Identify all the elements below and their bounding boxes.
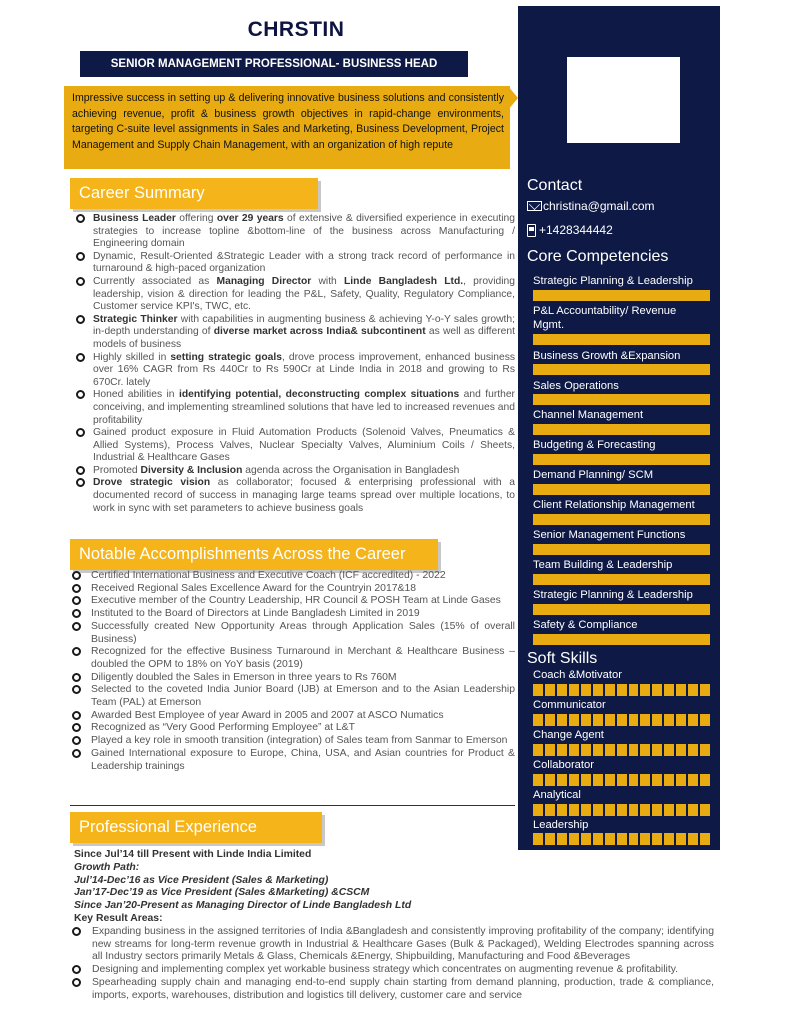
list-item: Spearheading supply chain and managing end-to-end supply chain starting from demand planning, production, trade & compliance, imports, exports, warehouses, distribution and logistics till delivery, customer care and service <box>70 977 714 1003</box>
bullet-icon <box>72 685 81 694</box>
skill-rating-bar <box>533 744 710 756</box>
list-item: Drove strategic vision as collaborator; focused & enterprising professional with a documented record of success in managing large teams spread over multiple locations, to work in sync with set parameters to achieve business goals <box>72 477 515 515</box>
list-item: Awarded Best Employee of year Award in 2005 and 2007 at ASCO Numatics <box>70 710 515 723</box>
growth-path-item: Since Jan’20-Present as Managing Director of Linde Bangladesh Ltd <box>74 900 412 912</box>
list-item: Received Regional Sales Excellence Award for the Countryin 2017&18 <box>70 583 515 596</box>
profile-summary: Impressive success in setting up & delivering innovative business solutions and consistently achieving revenue, profit & business growth objectives in rapid-change environments, targeting C-suite level assignments in Sales and Marketing, Business Development, Project Management and Supply Chain Management, with an organization of high repute <box>64 86 510 169</box>
competency-bar <box>533 634 710 645</box>
skill-rating-bar <box>533 833 710 845</box>
list-item: Certified International Business and Executive Coach (ICF accredited) - 2022 <box>70 570 515 583</box>
phone-icon <box>527 224 536 237</box>
list-item: Gained International exposure to Europe, China, USA, and Asian countries for Product & Leadership trainings <box>70 748 515 773</box>
kra-list <box>70 926 714 1003</box>
profile-photo <box>567 57 680 143</box>
skill-label: Change Agent <box>533 729 604 741</box>
phone-text: +1428344442 <box>539 223 613 237</box>
contact-email[interactable] <box>527 199 655 213</box>
bullet-icon <box>72 711 81 720</box>
competency-item: Client Relationship Management <box>533 499 695 511</box>
list-item: Executive member of the Country Leadership, HR Council & POSH Team at Linde Gases <box>70 595 515 608</box>
list-item: Instituted to the Board of Directors at Linde Bangladesh Limited in 2019 <box>70 608 515 621</box>
candidate-name: CHRSTIN <box>247 18 345 41</box>
bullet-icon <box>72 622 81 631</box>
competency-bar <box>533 364 710 375</box>
left-margin <box>0 0 62 1024</box>
bullet-icon <box>72 647 81 656</box>
competency-bar <box>533 424 710 435</box>
skill-label: Analytical <box>533 789 581 801</box>
competency-item: Strategic Planning & Leadership <box>533 589 693 601</box>
list-item: Selected to the coveted India Junior Board (IJB) at Emerson and to the Asian Leadership Team (PAL) at Emerson <box>70 684 515 709</box>
bullet-icon <box>76 277 85 286</box>
bullet-icon <box>72 571 81 580</box>
growth-path-item: Jul’14-Dec’16 as Vice President (Sales & Marketing) <box>74 874 329 886</box>
competency-item: P&L Accountability/ Revenue Mgmt. <box>533 305 677 331</box>
bullet-icon <box>76 478 85 487</box>
competency-item: Budgeting & Forecasting <box>533 439 656 451</box>
growth-path-item: Jan’17-Dec’19 as Vice President (Sales &Marketing) &CSCM <box>74 887 370 899</box>
skill-rating-bar <box>533 684 710 696</box>
competency-item: Strategic Planning & Leadership <box>533 275 693 287</box>
competency-bar <box>533 454 710 465</box>
list-item: Gained product exposure in Fluid Automation Products (Solenoid Valves, Pneumatics & Allied Systems), Process Valves, Nuclear Specialty Valves, Aluminium Coils / Sheets, Industrial & Healthcare Gases <box>72 427 515 465</box>
bullet-icon <box>72 609 81 618</box>
competency-item: Sales Operations <box>533 380 619 392</box>
competency-bar <box>533 334 710 345</box>
bullet-icon <box>72 965 81 974</box>
bullet-icon <box>76 466 85 475</box>
competency-item: Channel Management <box>533 409 644 421</box>
competency-bar <box>533 544 710 555</box>
competency-item: Senior Management Functions <box>533 529 686 541</box>
competency-item: Business Growth &Expansion <box>533 350 681 362</box>
competency-bar <box>533 514 710 525</box>
competency-bar <box>533 604 710 615</box>
competency-item: Team Building & Leadership <box>533 559 673 571</box>
bullet-icon <box>72 596 81 605</box>
bullet-icon <box>72 927 81 936</box>
company-line: Since Jul’14 till Present with Linde India Limited <box>74 849 312 860</box>
competency-bar <box>533 394 710 405</box>
career-summary-heading: Career Summary <box>70 178 318 209</box>
competency-item: Demand Planning/ SCM <box>533 469 654 481</box>
list-item: Currently associated as Managing Director with Linde Bangladesh Ltd., providing leadership, vision & direction for leading the P&L, Safety, Quality, Regulatory Compliance, Customer service KPI's, TWC, etc. <box>72 276 515 314</box>
right-margin <box>720 0 791 1024</box>
section-divider <box>70 805 515 806</box>
skill-rating-bar <box>533 774 710 786</box>
soft-skills-heading: Soft Skills <box>527 650 598 667</box>
list-item: Expanding business in the assigned territories of India &Bangladesh and consistently improving profitability of the company; identifying new streams for long-term revenue growth in Industrial & Healthcare Gases (Bulk & Packaged), Welding Electrodes spanning across all Industry sectors primarily Metals & Glass, Chemicals &Energy, Shipbuilding, Manufacturing and Food &Beverages <box>70 926 714 964</box>
growth-path-label: Growth Path: <box>74 861 140 873</box>
contact-heading: Contact <box>527 177 583 194</box>
list-item: Designing and implementing complex yet workable business strategy which concentrates on augmenting revenue & profitability. <box>70 964 714 977</box>
contact-phone[interactable] <box>527 223 613 237</box>
bullet-icon <box>76 214 85 223</box>
list-item: Dynamic, Result-Oriented &Strategic Leader with a strong track record of performance in turnaround & high-paced organization <box>72 251 515 276</box>
bullet-icon <box>76 252 85 261</box>
bullet-icon <box>72 749 81 758</box>
skill-label: Communicator <box>533 699 606 711</box>
competency-bar <box>533 290 710 301</box>
list-item: Recognized as “Very Good Performing Employee” at L&T <box>70 722 515 735</box>
bullet-icon <box>72 584 81 593</box>
career-summary-list <box>72 213 515 515</box>
bullet-icon <box>76 353 85 362</box>
list-item: Played a key role in smooth transition (integration) of Sales team from Sanmar to Emerson <box>70 735 515 748</box>
experience-heading: Professional Experience <box>70 812 322 843</box>
skill-label: Leadership <box>533 819 589 831</box>
list-item: Recognized for the effective Business Turnaround in Merchant & Healthcare Business – doubled the OPM to 18% on YoY basis (2019) <box>70 646 515 671</box>
bullet-icon <box>76 315 85 324</box>
competency-item: Safety & Compliance <box>533 619 638 631</box>
skill-rating-bar <box>533 804 710 816</box>
list-item: Promoted Diversity & Inclusion agenda across the Organisation in Bangladesh <box>72 465 515 478</box>
bullet-icon <box>76 390 85 399</box>
list-item: Business Leader offering over 29 years of extensive & diversified experience in executing strategies to increase topline &bottom-line of the business across Manufacturing / Engineering domain <box>72 213 515 251</box>
list-item: Successfully created New Opportunity Areas through Application Sales (15% of overall Business) <box>70 621 515 646</box>
bullet-icon <box>72 673 81 682</box>
list-item: Highly skilled in setting strategic goals, drove process improvement, enhanced business over 16% CAGR from Rs 440Cr to Rs 590Cr at Linde India in 2018 and growing to Rs 670Cr. lately <box>72 352 515 390</box>
skill-rating-bar <box>533 714 710 726</box>
accomplishments-list <box>70 570 515 773</box>
bullet-icon <box>72 736 81 745</box>
list-item: Strategic Thinker with capabilities in augmenting business & achieving Y-o-Y sales growth; in-depth understanding of diverse market across India& subcontinent as well as different models of business <box>72 314 515 352</box>
competency-bar <box>533 574 710 585</box>
skill-label: Collaborator <box>533 759 594 771</box>
summary-arrow <box>508 86 518 110</box>
kra-label: Key Result Areas: <box>74 912 163 924</box>
experience-block <box>74 849 714 1003</box>
bullet-icon <box>72 978 81 987</box>
role-title: SENIOR MANAGEMENT PROFESSIONAL- BUSINESS HEAD <box>80 51 468 77</box>
skill-label: Coach &Motivator <box>533 669 622 681</box>
email-text: christina@gmail.com <box>543 199 655 213</box>
accomplishments-heading: Notable Accomplishments Across the Career <box>70 539 438 570</box>
list-item: Diligently doubled the Sales in Emerson in three years to Rs 760M <box>70 672 515 685</box>
list-item: Honed abilities in identifying potential, deconstructing complex situations and further conceiving, and implementing streamlined solutions that have led to increased revenues and profitability <box>72 389 515 427</box>
bullet-icon <box>72 723 81 732</box>
competency-bar <box>533 484 710 495</box>
bullet-icon <box>76 428 85 437</box>
email-icon <box>527 201 542 211</box>
core-competencies-heading: Core Competencies <box>527 248 669 265</box>
